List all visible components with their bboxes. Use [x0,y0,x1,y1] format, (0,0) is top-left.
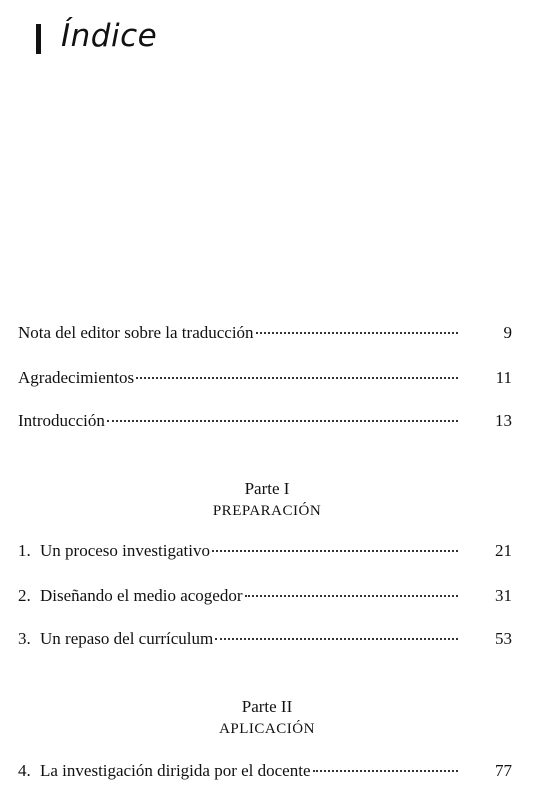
toc-entry-chapter-4 [18,761,512,785]
toc-entry-acknowledgements [18,368,512,392]
part-2-heading [0,696,534,740]
toc-entry-chapter-1 [18,541,512,565]
toc-entry-page: 53 [495,629,512,648]
toc-entry-page: 11 [495,368,512,387]
dot-leader [215,638,458,640]
dot-leader [256,332,458,334]
chapter-number: 4. [18,761,31,780]
dot-leader [107,420,458,422]
toc-entry-label: Diseñando el medio acogedor [40,586,243,605]
toc-entry-page: 77 [495,761,512,780]
toc-entry-chapter-2 [18,586,512,610]
toc-entry-chapter-3 [18,629,512,653]
part-subtitle: APLICACIÓN [219,721,315,737]
toc-entry-editor-note [18,323,512,347]
toc-entry-label: Un repaso del currículum [40,629,214,648]
toc-entry-page: 13 [495,411,512,430]
toc-entry-label: Agradecimientos [18,368,135,387]
chapter-number: 1. [18,541,31,560]
dot-leader [212,550,458,552]
toc-entry-page: 9 [503,323,512,342]
toc-entry-label: Un proceso investigativo [40,541,210,560]
page-title: Índice [61,18,158,54]
toc-entry-introduction [18,411,512,435]
chapter-number: 3. [18,629,31,648]
toc-entry-label: Introducción [18,411,105,430]
toc-entry-label: Nota del editor sobre la traducción [18,323,254,342]
toc-entry-page: 21 [495,541,512,560]
toc-entry-page: 31 [495,586,512,605]
chapter-number: 2. [18,586,31,605]
part-1-heading [0,478,534,522]
heading-bar-ornament [36,24,41,54]
dot-leader [245,595,458,597]
part-title: Parte II [241,697,293,716]
part-title: Parte I [244,479,290,498]
part-subtitle: PREPARACIÓN [212,503,322,519]
dot-leader [313,770,459,772]
toc-entry-label: La investigación dirigida por el docente [40,761,311,780]
dot-leader [136,377,458,379]
index-heading [36,14,157,58]
